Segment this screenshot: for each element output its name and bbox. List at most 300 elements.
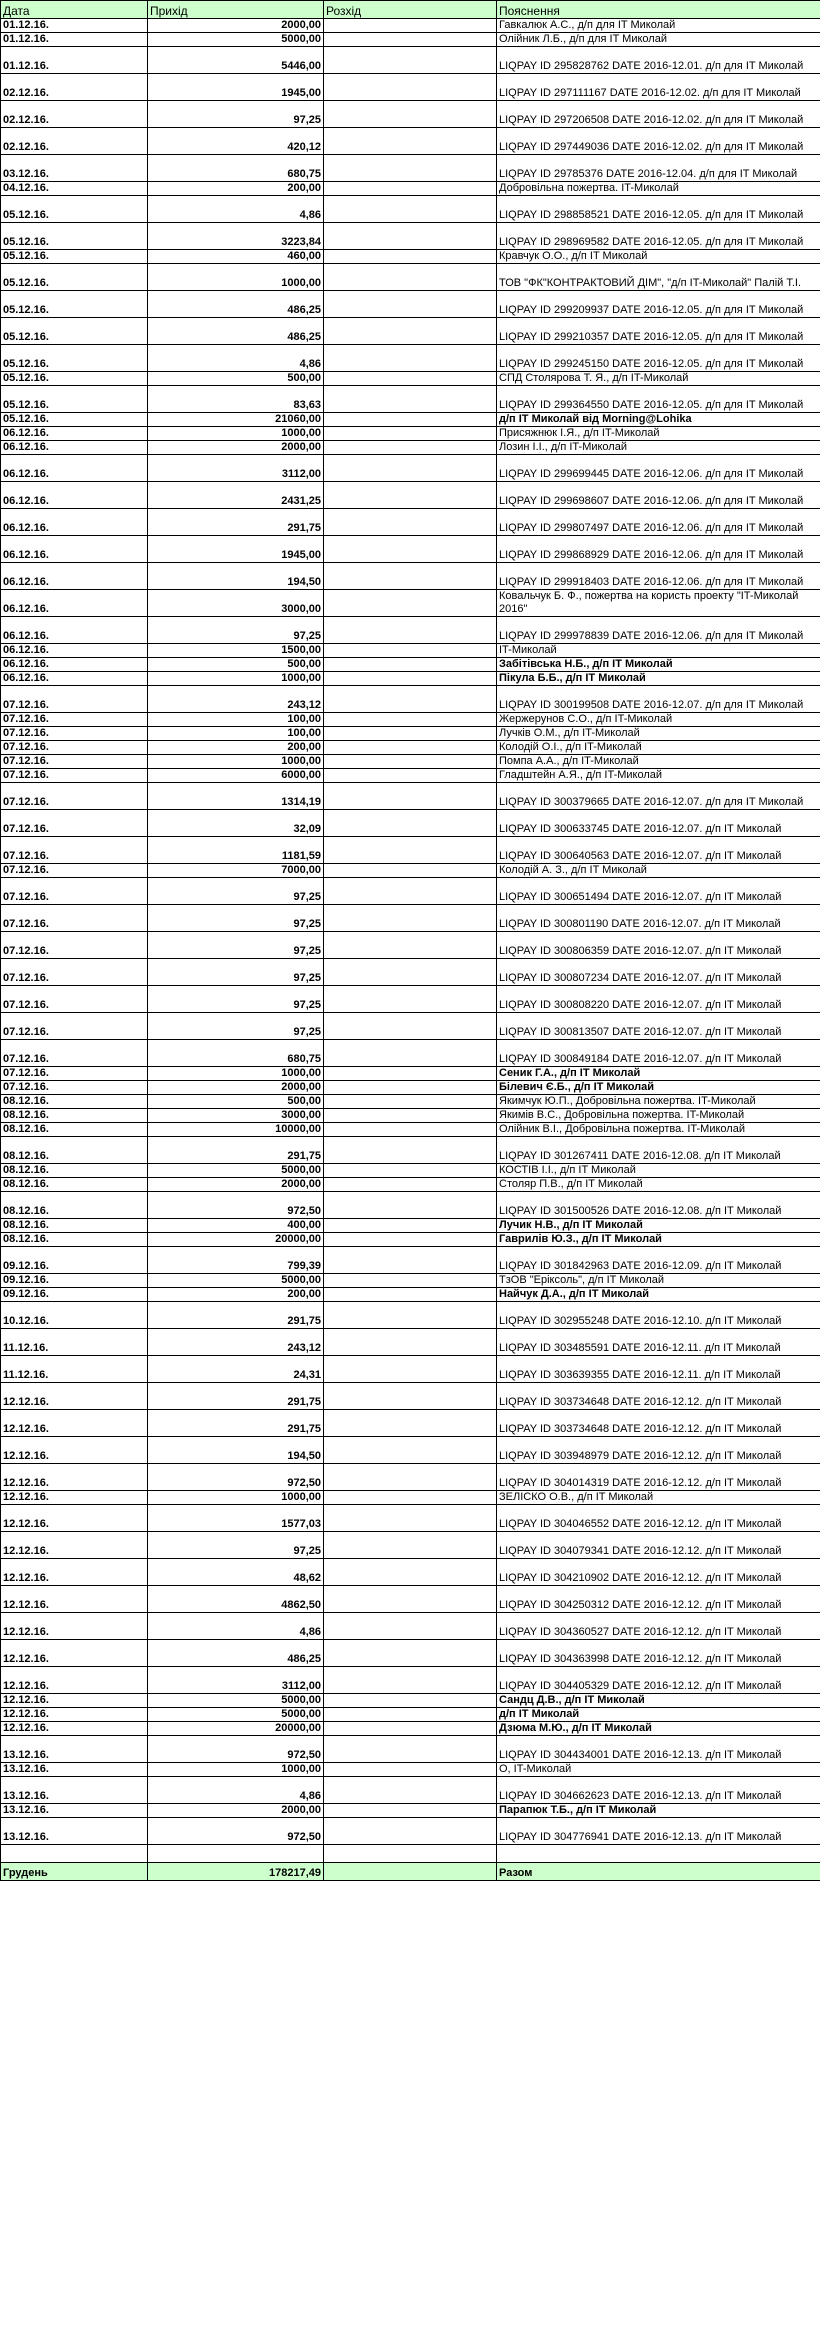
- income-cell: 243,12: [148, 686, 324, 713]
- income-cell: 3112,00: [148, 455, 324, 482]
- expense-cell: [324, 1247, 497, 1274]
- expense-cell: [324, 617, 497, 644]
- table-row: [1, 1095, 820, 1109]
- note-cell: Олійник В.І., Добровільна пожертва. IT-Миколай: [497, 1123, 820, 1137]
- note-cell: LIQPAY ID 300807234 DATE 2016-12.07. д/п IT Миколай: [497, 959, 820, 986]
- table-row: [1, 959, 820, 986]
- income-cell: 1000,00: [148, 427, 324, 441]
- expense-cell: [324, 905, 497, 932]
- income-cell: 20000,00: [148, 1722, 324, 1736]
- note-cell: СПД Столярова Т. Я., д/п IT-Миколай: [497, 372, 820, 386]
- expense-cell: [324, 1559, 497, 1586]
- note-cell: LIQPAY ID 300633745 DATE 2016-12.07. д/п IT Миколай: [497, 810, 820, 837]
- expense-cell: [324, 1123, 497, 1137]
- header-row: [1, 1, 820, 19]
- date-cell: 08.12.16.: [1, 1233, 148, 1247]
- date-cell: 06.12.16.: [1, 455, 148, 482]
- note-cell: LIQPAY ID 298858521 DATE 2016-12.05. д/п для IT Миколай: [497, 196, 820, 223]
- expense-cell: [324, 1095, 497, 1109]
- note-cell: LIQPAY ID 299868929 DATE 2016-12.06. д/п для IT Миколай: [497, 536, 820, 563]
- table-row: [1, 1667, 820, 1694]
- income-cell: 486,25: [148, 318, 324, 345]
- expense-cell: [324, 155, 497, 182]
- note-cell: LIQPAY ID 300651494 DATE 2016-12.07. д/п IT Миколай: [497, 878, 820, 905]
- note-cell: LIQPAY ID 297449036 DATE 2016-12.02. д/п для IT Миколай: [497, 128, 820, 155]
- income-cell: 2431,25: [148, 482, 324, 509]
- expense-cell: [324, 864, 497, 878]
- table-row: [1, 1329, 820, 1356]
- income-cell: 97,25: [148, 878, 324, 905]
- total-amount: 178217,49: [148, 1863, 324, 1881]
- table-row: [1, 727, 820, 741]
- note-cell: LIQPAY ID 299978839 DATE 2016-12.06. д/п для IT Миколай: [497, 617, 820, 644]
- income-cell: 1181,59: [148, 837, 324, 864]
- note-cell: LIQPAY ID 304250312 DATE 2016-12.12. д/п IT Миколай: [497, 1586, 820, 1613]
- expense-cell: [324, 427, 497, 441]
- income-cell: 3000,00: [148, 590, 324, 617]
- date-cell: 08.12.16.: [1, 1164, 148, 1178]
- income-cell: 291,75: [148, 1383, 324, 1410]
- income-cell: 5000,00: [148, 1164, 324, 1178]
- note-cell: Кравчук О.О., д/п IT Миколай: [497, 250, 820, 264]
- expense-cell: [324, 536, 497, 563]
- expense-cell: [324, 1233, 497, 1247]
- note-cell: Забітівська Н.Б., д/п IT Миколай: [497, 658, 820, 672]
- income-cell: 500,00: [148, 372, 324, 386]
- income-cell: 97,25: [148, 905, 324, 932]
- expense-cell: [324, 47, 497, 74]
- income-cell: 194,50: [148, 1437, 324, 1464]
- expense-cell: [324, 1491, 497, 1505]
- note-cell: LIQPAY ID 304210902 DATE 2016-12.12. д/п IT Миколай: [497, 1559, 820, 1586]
- date-cell: 07.12.16.: [1, 810, 148, 837]
- note-cell: LIQPAY ID 304360527 DATE 2016-12.12. д/п IT Миколай: [497, 1613, 820, 1640]
- income-cell: 500,00: [148, 658, 324, 672]
- date-cell: 05.12.16.: [1, 413, 148, 427]
- table-row: [1, 1722, 820, 1736]
- table-row: [1, 250, 820, 264]
- table-row: [1, 74, 820, 101]
- table-row: [1, 986, 820, 1013]
- expense-cell: [324, 1505, 497, 1532]
- table-row: [1, 441, 820, 455]
- income-cell: 200,00: [148, 182, 324, 196]
- table-row: [1, 182, 820, 196]
- date-cell: 08.12.16.: [1, 1192, 148, 1219]
- table-row: [1, 905, 820, 932]
- note-cell: Сеник Г.А., д/п IT Миколай: [497, 1067, 820, 1081]
- income-cell: 21060,00: [148, 413, 324, 427]
- income-cell: 2000,00: [148, 19, 324, 33]
- expense-cell: [324, 1040, 497, 1067]
- expense-cell: [324, 878, 497, 905]
- note-cell: Олійник Л.Б., д/п для IT Миколай: [497, 33, 820, 47]
- income-cell: 100,00: [148, 713, 324, 727]
- note-cell: LIQPAY ID 300640563 DATE 2016-12.07. д/п IT Миколай: [497, 837, 820, 864]
- date-cell: 01.12.16.: [1, 47, 148, 74]
- date-cell: 07.12.16.: [1, 741, 148, 755]
- note-cell: LIQPAY ID 300849184 DATE 2016-12.07. д/п IT Миколай: [497, 1040, 820, 1067]
- date-cell: 12.12.16.: [1, 1722, 148, 1736]
- date-cell: 06.12.16.: [1, 563, 148, 590]
- table-row: [1, 1164, 820, 1178]
- income-cell: 100,00: [148, 727, 324, 741]
- note-cell: LIQPAY ID 304776941 DATE 2016-12.13. д/п IT Миколай: [497, 1818, 820, 1845]
- note-cell: LIQPAY ID 304014319 DATE 2016-12.12. д/п IT Миколай: [497, 1464, 820, 1491]
- expense-cell: [324, 441, 497, 455]
- expense-cell: [324, 455, 497, 482]
- note-cell: LIQPAY ID 299210357 DATE 2016-12.05. д/п для IT Миколай: [497, 318, 820, 345]
- income-cell: 972,50: [148, 1736, 324, 1763]
- expense-cell: [324, 182, 497, 196]
- income-cell: 799,39: [148, 1247, 324, 1274]
- income-cell: 291,75: [148, 1137, 324, 1164]
- total-label: Грудень: [1, 1863, 148, 1881]
- note-cell: ЗЕЛІСКО О.В., д/п IT Миколай: [497, 1491, 820, 1505]
- date-cell: 12.12.16.: [1, 1464, 148, 1491]
- table-row: [1, 1559, 820, 1586]
- date-cell: 06.12.16.: [1, 482, 148, 509]
- table-row: [1, 1383, 820, 1410]
- income-cell: 97,25: [148, 1013, 324, 1040]
- date-cell: 02.12.16.: [1, 128, 148, 155]
- table-row: [1, 1532, 820, 1559]
- note-cell: LIQPAY ID 297111167 DATE 2016-12.02. д/п для IT Миколай: [497, 74, 820, 101]
- note-cell: IT-Миколай: [497, 644, 820, 658]
- date-cell: 13.12.16.: [1, 1804, 148, 1818]
- expense-cell: [324, 74, 497, 101]
- table-row: [1, 1356, 820, 1383]
- expense-cell: [324, 1708, 497, 1722]
- income-cell: 97,25: [148, 101, 324, 128]
- note-cell: д/п IT Миколай від Morning@Lohika: [497, 413, 820, 427]
- date-cell: 07.12.16.: [1, 837, 148, 864]
- income-cell: 2000,00: [148, 1178, 324, 1192]
- table-row: [1, 413, 820, 427]
- table-row: [1, 536, 820, 563]
- note-cell: LIQPAY ID 301500526 DATE 2016-12.08. д/п IT Миколай: [497, 1192, 820, 1219]
- date-cell: 12.12.16.: [1, 1437, 148, 1464]
- table-row: [1, 1437, 820, 1464]
- expense-cell: [324, 1694, 497, 1708]
- date-cell: 07.12.16.: [1, 755, 148, 769]
- income-cell: 5000,00: [148, 1694, 324, 1708]
- date-cell: 08.12.16.: [1, 1095, 148, 1109]
- date-cell: 03.12.16.: [1, 155, 148, 182]
- expense-cell: [324, 1356, 497, 1383]
- table-row: [1, 128, 820, 155]
- date-cell: 07.12.16.: [1, 769, 148, 783]
- note-cell: Ковальчук Б. Ф., пожертва на користь проекту "IT-Миколай 2016": [497, 590, 820, 617]
- date-cell: 12.12.16.: [1, 1708, 148, 1722]
- note-cell: LIQPAY ID 29785376 DATE 2016-12.04. д/п для IT Миколай: [497, 155, 820, 182]
- note-cell: Сандц Д.В., д/п IT Миколай: [497, 1694, 820, 1708]
- table-row: [1, 644, 820, 658]
- expense-cell: [324, 837, 497, 864]
- date-cell: 07.12.16.: [1, 727, 148, 741]
- header-note: Пояснення: [497, 1, 820, 19]
- header-expense: Розхід: [324, 1, 497, 19]
- income-cell: 1000,00: [148, 755, 324, 769]
- income-cell: 7000,00: [148, 864, 324, 878]
- date-cell: 08.12.16.: [1, 1137, 148, 1164]
- expense-cell: [324, 482, 497, 509]
- table-row: [1, 1013, 820, 1040]
- income-cell: 291,75: [148, 1302, 324, 1329]
- date-cell: 13.12.16.: [1, 1763, 148, 1777]
- note-cell: LIQPAY ID 300808220 DATE 2016-12.07. д/п IT Миколай: [497, 986, 820, 1013]
- income-cell: 97,25: [148, 986, 324, 1013]
- income-cell: 5000,00: [148, 1274, 324, 1288]
- date-cell: 05.12.16.: [1, 223, 148, 250]
- table-row: [1, 1505, 820, 1532]
- expense-cell: [324, 755, 497, 769]
- date-cell: 07.12.16.: [1, 1040, 148, 1067]
- table-row: [1, 1040, 820, 1067]
- income-cell: 10000,00: [148, 1123, 324, 1137]
- date-cell: 02.12.16.: [1, 74, 148, 101]
- table-row: [1, 101, 820, 128]
- income-cell: 680,75: [148, 155, 324, 182]
- note-cell: ТзОВ "Еріксоль", д/п IT Миколай: [497, 1274, 820, 1288]
- note-cell: Білевич Є.Б., д/п IT Миколай: [497, 1081, 820, 1095]
- note-cell: Присяжнюк І.Я., д/п IT-Миколай: [497, 427, 820, 441]
- table-row: [1, 386, 820, 413]
- income-cell: 97,25: [148, 932, 324, 959]
- income-cell: 243,12: [148, 1329, 324, 1356]
- note-cell: LIQPAY ID 304363998 DATE 2016-12.12. д/п IT Миколай: [497, 1640, 820, 1667]
- note-cell: КОСТІВ І.І., д/п IT Миколай: [497, 1164, 820, 1178]
- date-cell: 12.12.16.: [1, 1532, 148, 1559]
- header-date: Дата: [1, 1, 148, 19]
- expense-cell: [324, 783, 497, 810]
- note-cell: LIQPAY ID 300199508 DATE 2016-12.07. д/п для IT Миколай: [497, 686, 820, 713]
- note-cell: LIQPAY ID 304434001 DATE 2016-12.13. д/п IT Миколай: [497, 1736, 820, 1763]
- expense-cell: [324, 769, 497, 783]
- expense-cell: [324, 1219, 497, 1233]
- income-cell: 5000,00: [148, 1708, 324, 1722]
- income-cell: 1314,19: [148, 783, 324, 810]
- table-row: [1, 864, 820, 878]
- expense-cell: [324, 1722, 497, 1736]
- note-cell: LIQPAY ID 299209937 DATE 2016-12.05. д/п для IT Миколай: [497, 291, 820, 318]
- date-cell: 07.12.16.: [1, 878, 148, 905]
- income-cell: 1000,00: [148, 1067, 324, 1081]
- date-cell: 01.12.16.: [1, 19, 148, 33]
- table-row: [1, 741, 820, 755]
- date-cell: 05.12.16.: [1, 250, 148, 264]
- income-cell: 48,62: [148, 1559, 324, 1586]
- note-cell: LIQPAY ID 300801190 DATE 2016-12.07. д/п IT Миколай: [497, 905, 820, 932]
- income-cell: 1000,00: [148, 672, 324, 686]
- income-cell: 4,86: [148, 1777, 324, 1804]
- income-cell: 4,86: [148, 1613, 324, 1640]
- income-cell: 291,75: [148, 1410, 324, 1437]
- note-cell: LIQPAY ID 300813507 DATE 2016-12.07. д/п IT Миколай: [497, 1013, 820, 1040]
- date-cell: 08.12.16.: [1, 1123, 148, 1137]
- expense-cell: [324, 1109, 497, 1123]
- table-row: [1, 713, 820, 727]
- table-row: [1, 755, 820, 769]
- table-row: [1, 563, 820, 590]
- table-row: [1, 1586, 820, 1613]
- expense-cell: [324, 1532, 497, 1559]
- expense-cell: [324, 741, 497, 755]
- note-cell: LIQPAY ID 299364550 DATE 2016-12.05. д/п для IT Миколай: [497, 386, 820, 413]
- income-cell: 3112,00: [148, 1667, 324, 1694]
- table-row: [1, 932, 820, 959]
- date-cell: 04.12.16.: [1, 182, 148, 196]
- income-cell: 2000,00: [148, 441, 324, 455]
- expense-cell: [324, 1736, 497, 1763]
- date-cell: 06.12.16.: [1, 644, 148, 658]
- date-cell: 07.12.16.: [1, 686, 148, 713]
- table-row: [1, 1777, 820, 1804]
- table-row: [1, 1818, 820, 1845]
- date-cell: 05.12.16.: [1, 196, 148, 223]
- income-cell: 3000,00: [148, 1109, 324, 1123]
- expense-cell: [324, 1586, 497, 1613]
- note-cell: О, IT-Миколай: [497, 1763, 820, 1777]
- expense-cell: [324, 1667, 497, 1694]
- date-cell: 12.12.16.: [1, 1505, 148, 1532]
- table-row: [1, 1109, 820, 1123]
- note-cell: LIQPAY ID 304662623 DATE 2016-12.13. д/п IT Миколай: [497, 1777, 820, 1804]
- date-cell: 08.12.16.: [1, 1178, 148, 1192]
- income-cell: 291,75: [148, 509, 324, 536]
- expense-cell: [324, 932, 497, 959]
- note-cell: LIQPAY ID 299699445 DATE 2016-12.06. д/п для IT Миколай: [497, 455, 820, 482]
- expense-cell: [324, 264, 497, 291]
- expense-cell: [324, 1640, 497, 1667]
- date-cell: 12.12.16.: [1, 1613, 148, 1640]
- note-cell: Колодій А. З., д/п IT Миколай: [497, 864, 820, 878]
- table-row: [1, 427, 820, 441]
- income-cell: 5000,00: [148, 33, 324, 47]
- note-cell: Лучків О.М., д/п IT-Миколай: [497, 727, 820, 741]
- expense-cell: [324, 250, 497, 264]
- expense-cell: [324, 345, 497, 372]
- expense-cell: [324, 686, 497, 713]
- note-cell: LIQPAY ID 303639355 DATE 2016-12.11. д/п IT Миколай: [497, 1356, 820, 1383]
- expense-cell: [324, 1818, 497, 1845]
- income-cell: 1577,03: [148, 1505, 324, 1532]
- income-cell: 680,75: [148, 1040, 324, 1067]
- date-cell: 07.12.16.: [1, 864, 148, 878]
- note-cell: LIQPAY ID 300806359 DATE 2016-12.07. д/п IT Миколай: [497, 932, 820, 959]
- date-cell: 12.12.16.: [1, 1410, 148, 1437]
- expense-cell: [324, 1410, 497, 1437]
- date-cell: 06.12.16.: [1, 536, 148, 563]
- date-cell: 13.12.16.: [1, 1736, 148, 1763]
- expense-cell: [324, 386, 497, 413]
- date-cell: 12.12.16.: [1, 1383, 148, 1410]
- income-cell: 5446,00: [148, 47, 324, 74]
- table-row: [1, 1763, 820, 1777]
- date-cell: 08.12.16.: [1, 1109, 148, 1123]
- table-row: [1, 1123, 820, 1137]
- date-cell: 12.12.16.: [1, 1586, 148, 1613]
- note-cell: Лучик Н.В., д/п IT Миколай: [497, 1219, 820, 1233]
- expense-cell: [324, 1613, 497, 1640]
- income-cell: 400,00: [148, 1219, 324, 1233]
- date-cell: 06.12.16.: [1, 441, 148, 455]
- income-cell: 486,25: [148, 291, 324, 318]
- note-cell: Жержерунов С.О., д/п IT-Миколай: [497, 713, 820, 727]
- income-cell: 972,50: [148, 1464, 324, 1491]
- expense-cell: [324, 101, 497, 128]
- expense-cell: [324, 658, 497, 672]
- expense-cell: [324, 318, 497, 345]
- expense-cell: [324, 672, 497, 686]
- note-cell: Пікула Б.Б., д/п IT Миколай: [497, 672, 820, 686]
- date-cell: 12.12.16.: [1, 1694, 148, 1708]
- table-row: [1, 672, 820, 686]
- expense-cell: [324, 1067, 497, 1081]
- note-cell: LIQPAY ID 297206508 DATE 2016-12.02. д/п для IT Миколай: [497, 101, 820, 128]
- expense-cell: [324, 810, 497, 837]
- table-row: [1, 1736, 820, 1763]
- date-cell: 13.12.16.: [1, 1777, 148, 1804]
- date-cell: 06.12.16.: [1, 617, 148, 644]
- table-row: [1, 1464, 820, 1491]
- income-cell: 3223,84: [148, 223, 324, 250]
- note-cell: Парапюк Т.Б., д/п IT Миколай: [497, 1804, 820, 1818]
- expense-cell: [324, 509, 497, 536]
- date-cell: 07.12.16.: [1, 986, 148, 1013]
- note-cell: Столяр П.В., д/п IT Миколай: [497, 1178, 820, 1192]
- income-cell: 972,50: [148, 1818, 324, 1845]
- note-cell: Найчук Д.А., д/п IT Миколай: [497, 1288, 820, 1302]
- income-cell: 1945,00: [148, 74, 324, 101]
- income-cell: 97,25: [148, 959, 324, 986]
- income-cell: 32,09: [148, 810, 324, 837]
- table-row: [1, 590, 820, 617]
- table-row: [1, 345, 820, 372]
- date-cell: 06.12.16.: [1, 427, 148, 441]
- note-cell: Якимчук Ю.П., Добровільна пожертва. IT-Миколай: [497, 1095, 820, 1109]
- table-row: [1, 1640, 820, 1667]
- income-cell: 2000,00: [148, 1804, 324, 1818]
- table-row: [1, 1178, 820, 1192]
- table-row: [1, 482, 820, 509]
- date-cell: 02.12.16.: [1, 101, 148, 128]
- income-cell: 4,86: [148, 345, 324, 372]
- note-cell: LIQPAY ID 303734648 DATE 2016-12.12. д/п IT Миколай: [497, 1383, 820, 1410]
- expense-cell: [324, 713, 497, 727]
- expense-cell: [324, 727, 497, 741]
- table-row: [1, 1708, 820, 1722]
- income-cell: 2000,00: [148, 1081, 324, 1095]
- date-cell: 10.12.16.: [1, 1302, 148, 1329]
- expense-cell: [324, 1302, 497, 1329]
- note-cell: LIQPAY ID 301267411 DATE 2016-12.08. д/п IT Миколай: [497, 1137, 820, 1164]
- date-cell: 06.12.16.: [1, 590, 148, 617]
- note-cell: LIQPAY ID 303734648 DATE 2016-12.12. д/п IT Миколай: [497, 1410, 820, 1437]
- income-cell: 24,31: [148, 1356, 324, 1383]
- expense-cell: [324, 1192, 497, 1219]
- income-cell: 97,25: [148, 617, 324, 644]
- total-note: Разом: [497, 1863, 820, 1881]
- date-cell: 07.12.16.: [1, 932, 148, 959]
- table-row: [1, 1804, 820, 1818]
- note-cell: LIQPAY ID 302955248 DATE 2016-12.10. д/п IT Миколай: [497, 1302, 820, 1329]
- date-cell: 12.12.16.: [1, 1491, 148, 1505]
- table-row: [1, 1274, 820, 1288]
- income-cell: 460,00: [148, 250, 324, 264]
- table-row: [1, 196, 820, 223]
- table-row: [1, 769, 820, 783]
